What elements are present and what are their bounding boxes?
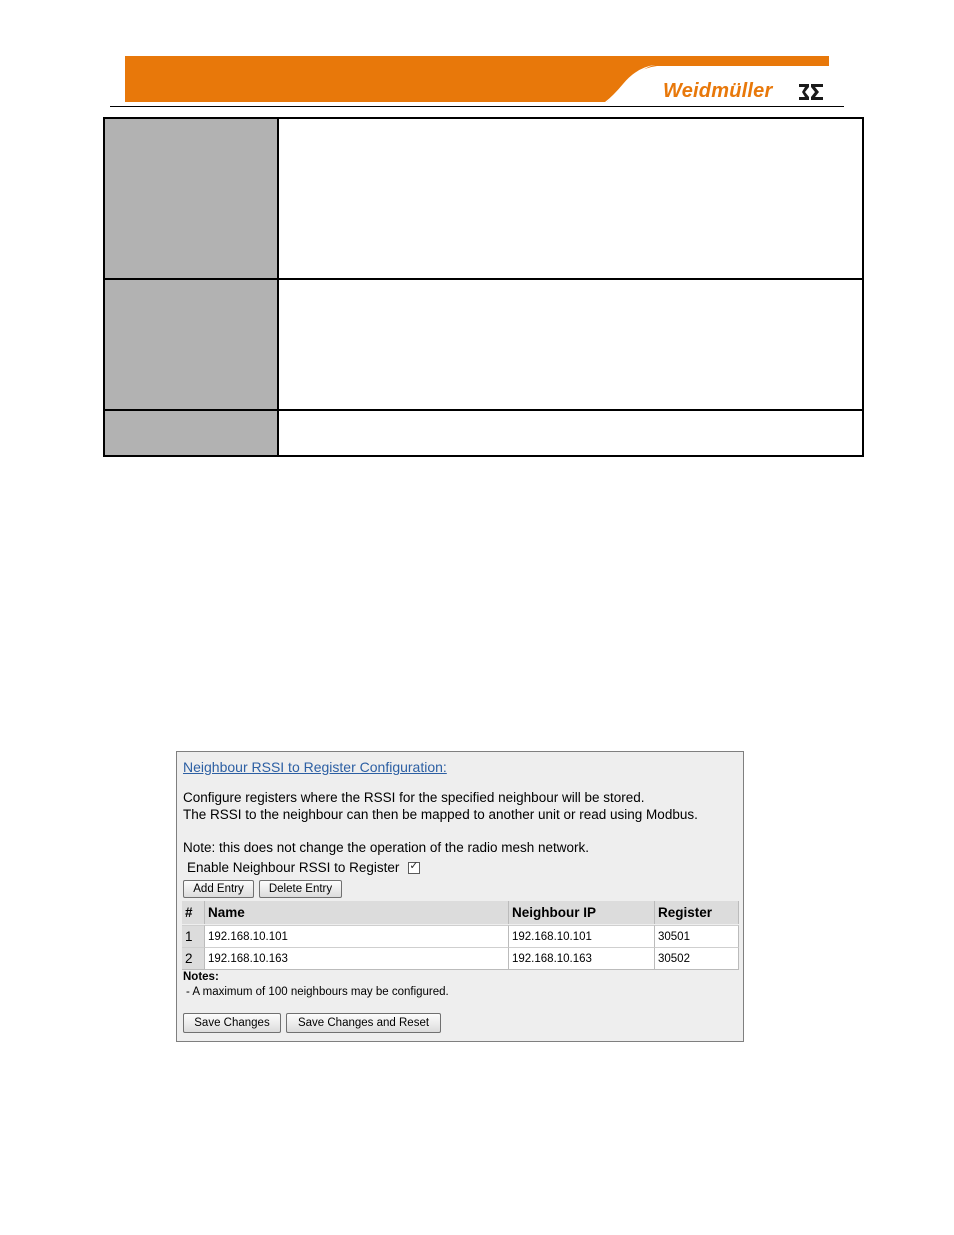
save-changes-reset-button[interactable]: Save Changes and Reset	[286, 1013, 441, 1033]
column-header-number: #	[185, 905, 193, 920]
add-entry-button[interactable]: Add Entry	[183, 880, 254, 898]
header-divider	[110, 106, 844, 107]
brand-name: Weidmüller	[663, 80, 773, 102]
spec-row	[105, 411, 862, 455]
row-neighbour-ip: 192.168.10.101	[508, 925, 654, 947]
description-line: Configure registers where the RSSI for the specified neighbour will be stored.	[183, 790, 645, 805]
enable-rssi-checkbox[interactable]	[408, 862, 420, 874]
row-number: 2	[182, 947, 204, 969]
column-header-neighbour-ip: Neighbour IP	[508, 901, 654, 924]
rssi-register-table	[182, 901, 739, 970]
note-text: Note: this does not change the operation of the radio mesh network.	[183, 840, 590, 855]
spec-label-cell	[105, 119, 279, 278]
row-neighbour-ip: 192.168.10.163	[508, 947, 654, 969]
enable-rssi-label: Enable Neighbour RSSI to Register	[187, 860, 400, 875]
notes-item: - A maximum of 100 neighbours may be configured.	[186, 986, 449, 998]
weidmuller-mark-icon	[797, 81, 825, 103]
column-header-name: Name	[204, 901, 508, 924]
header-banner	[125, 56, 829, 102]
enable-rssi-row	[187, 860, 420, 875]
table-row[interactable]	[182, 925, 739, 947]
panel-title: Neighbour RSSI to Register Configuration:	[183, 759, 447, 775]
row-name: 192.168.10.101	[204, 925, 508, 947]
save-changes-button[interactable]: Save Changes	[183, 1013, 281, 1033]
spec-table	[103, 117, 864, 457]
column-header-register: Register	[654, 901, 739, 924]
spec-row	[105, 280, 862, 411]
row-name: 192.168.10.163	[204, 947, 508, 969]
row-register: 30501	[654, 925, 739, 947]
rssi-config-panel	[176, 751, 744, 1042]
table-header-row	[182, 901, 739, 924]
description-line: The RSSI to the neighbour can then be mapped to another unit or read using Modbus.	[183, 807, 698, 822]
table-row[interactable]	[182, 947, 739, 970]
notes-title: Notes:	[183, 971, 219, 983]
spec-row	[105, 119, 862, 280]
delete-entry-button[interactable]: Delete Entry	[259, 880, 342, 898]
row-number: 1	[182, 925, 204, 947]
spec-label-cell	[105, 411, 279, 455]
spec-label-cell	[105, 280, 279, 409]
row-register: 30502	[654, 947, 739, 969]
